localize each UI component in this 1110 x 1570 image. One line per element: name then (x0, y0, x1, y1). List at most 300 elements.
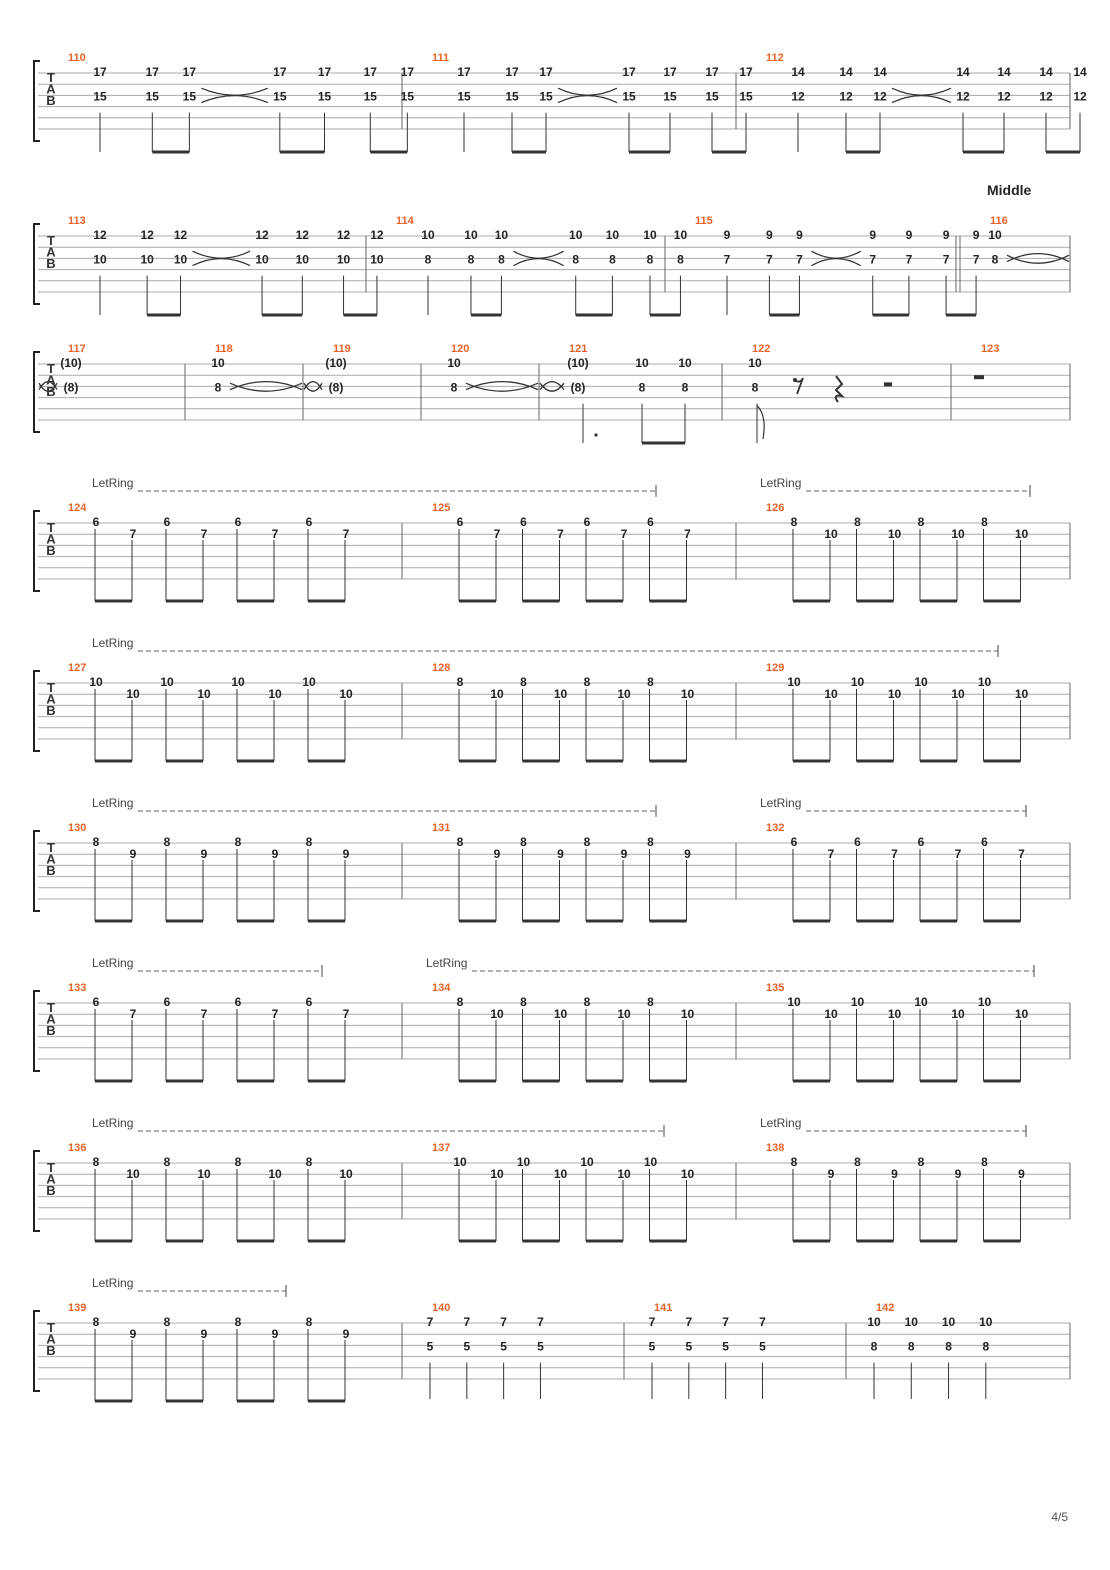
fret-number: 10 (295, 252, 309, 267)
let-ring-label: LetRing (92, 956, 134, 970)
fret-number: 10 (553, 1007, 568, 1022)
staff-system-4 (34, 476, 1070, 601)
fret-number: 8 (456, 835, 464, 849)
tie-arc (466, 383, 538, 391)
tab-clef-letter: A (46, 851, 56, 867)
fret-number: 7 (942, 252, 950, 267)
fret-number: 15 (273, 89, 287, 104)
fret-number: 7 (869, 252, 877, 267)
fret-number: 15 (317, 89, 332, 104)
tie-arc (540, 383, 564, 391)
measure-138 (791, 1155, 1026, 1241)
tab-clef-letter: B (46, 1343, 56, 1358)
fret-number: 7 (342, 1007, 350, 1022)
measure-number: 138 (766, 1142, 785, 1154)
slide-mark (201, 96, 267, 103)
tab-clef-letter: T (47, 1000, 55, 1015)
measure-139 (93, 1315, 350, 1401)
fret-number: 7 (200, 527, 208, 542)
fret-number: (10) (325, 356, 347, 370)
fret-number: 7 (537, 1315, 544, 1329)
fret-number: 17 (622, 65, 636, 79)
fret-number: 14 (1073, 65, 1087, 79)
let-ring-label: LetRing (760, 796, 802, 810)
fret-number: 10 (140, 252, 154, 267)
fret-number: 9 (869, 228, 877, 242)
fret-number: 10 (824, 687, 838, 702)
measure-number: 133 (68, 982, 87, 994)
fret-number: 7 (972, 252, 980, 267)
measure-112 (791, 65, 1087, 152)
measure-number: 127 (68, 662, 87, 674)
tab-clef-letter: T (47, 840, 55, 855)
fret-number: 8 (982, 1339, 990, 1354)
measure-132 (791, 835, 1026, 921)
fret-number: 10 (617, 1007, 631, 1022)
fret-number: 9 (723, 228, 731, 242)
fret-number: (10) (60, 356, 82, 370)
staff-system-3 (34, 343, 1070, 443)
tab-clef-letter: T (47, 70, 55, 85)
fret-number: 10 (1014, 1007, 1029, 1022)
measure-number: 124 (68, 502, 87, 514)
tab-clef-letter: A (46, 372, 56, 388)
slide-mark (558, 96, 617, 103)
fret-number: 10 (787, 995, 801, 1009)
fret-number: 8 (945, 1339, 952, 1354)
fret-number: 8 (305, 1315, 313, 1329)
fret-number: 8 (981, 1155, 988, 1169)
fret-number: 10 (680, 687, 695, 702)
fret-number: 7 (905, 252, 913, 267)
tab-clef-letter: A (46, 244, 56, 260)
fret-number: 10 (553, 1167, 568, 1182)
fret-number: 6 (456, 515, 464, 529)
fret-number: 10 (490, 1007, 504, 1022)
measure-number: 137 (432, 1142, 451, 1154)
fret-number: 17 (400, 65, 415, 79)
fret-number: 6 (583, 515, 591, 529)
fret-number: 9 (129, 847, 137, 862)
fret-number: (8) (328, 380, 344, 395)
fret-number: 10 (197, 687, 211, 702)
measure-number: 121 (569, 343, 588, 355)
fret-number: 10 (93, 252, 107, 267)
fret-number: 8 (456, 675, 464, 689)
fret-number: 10 (617, 1167, 631, 1182)
tab-clef-letter: T (47, 1320, 55, 1335)
fret-number: 10 (490, 1167, 504, 1182)
measure-127 (89, 675, 353, 761)
let-ring-label: LetRing (760, 476, 802, 490)
fret-number: 10 (516, 1155, 531, 1169)
fret-number: 14 (997, 65, 1011, 79)
fret-number: (8) (570, 380, 586, 395)
page-number: 4/5 (1051, 1510, 1068, 1524)
measure-number: 117 (68, 343, 86, 355)
fret-number: 14 (839, 65, 853, 79)
fret-number: 12 (839, 89, 853, 104)
measure-110 (93, 65, 414, 152)
fret-number: 12 (997, 89, 1011, 104)
fret-number: 8 (163, 1155, 171, 1169)
fret-number: 17 (739, 65, 753, 79)
fret-number: 15 (705, 89, 719, 104)
measure-number: 120 (451, 343, 470, 355)
fret-number: 10 (887, 1007, 902, 1022)
fret-number: 10 (617, 687, 631, 702)
measure-137 (453, 1155, 694, 1241)
fret-number: 10 (914, 995, 928, 1009)
fret-number: 8 (638, 380, 646, 395)
fret-number: 9 (972, 228, 980, 242)
slide-mark (892, 96, 951, 103)
fret-number: 17 (145, 65, 159, 79)
measure-126 (791, 515, 1029, 601)
staff-system-8 (34, 1116, 1070, 1241)
fret-number: 8 (214, 380, 222, 395)
fret-number: 12 (140, 228, 154, 242)
fret-number: 9 (271, 847, 279, 862)
let-ring-label: LetRing (92, 636, 134, 650)
measure-number: 135 (766, 982, 785, 994)
fret-number: 10 (979, 1315, 993, 1329)
fret-number: 10 (951, 687, 965, 702)
fret-number: 10 (605, 228, 620, 242)
fret-number: 5 (500, 1339, 507, 1354)
fret-number: 8 (681, 380, 689, 395)
measure-number: 114 (396, 215, 414, 227)
measure-115 (724, 228, 980, 315)
fret-number: 7 (954, 847, 962, 862)
slide-mark (892, 88, 951, 95)
fret-number: 15 (622, 89, 636, 104)
fret-number: 10 (977, 995, 992, 1009)
fret-number: 8 (854, 1155, 861, 1169)
measure-125 (457, 515, 692, 601)
fret-number: 10 (336, 252, 351, 267)
fret-number: 5 (722, 1339, 729, 1354)
fret-number: 8 (467, 252, 475, 267)
measure-number: 110 (68, 52, 86, 64)
fret-number: 12 (336, 228, 351, 242)
measure-number: 116 (990, 215, 1008, 227)
half-rest (884, 382, 892, 386)
fret-number: 8 (92, 1155, 100, 1169)
fret-number: 8 (450, 380, 458, 395)
staff-system-9 (34, 1276, 1070, 1401)
fret-number: 8 (917, 515, 925, 529)
fret-number: 17 (363, 65, 377, 79)
fret-number: 7 (722, 1315, 729, 1329)
fret-number: 9 (620, 847, 628, 862)
fret-number: 10 (126, 687, 140, 702)
fret-number: 10 (370, 252, 384, 267)
fret-number: 15 (505, 89, 519, 104)
fret-number: 7 (766, 252, 773, 267)
slide-mark (513, 251, 563, 258)
fret-number: 15 (739, 89, 753, 104)
fret-number: 9 (493, 847, 501, 862)
fret-number: 14 (873, 65, 887, 79)
staff-system-1 (34, 52, 1087, 152)
staff-system-6 (34, 796, 1070, 921)
measure-111 (457, 65, 753, 152)
measure-129 (787, 675, 1028, 761)
tab-clef-letter: T (47, 520, 55, 535)
fret-number: 8 (981, 515, 988, 529)
fret-number: 10 (339, 687, 353, 702)
fret-number: 10 (748, 356, 762, 370)
fret-number: 8 (790, 515, 798, 529)
fret-number: 7 (684, 527, 691, 542)
fret-number: 8 (163, 835, 171, 849)
fret-number: 5 (759, 1339, 766, 1354)
measure-133 (93, 995, 350, 1081)
tab-clef-letter: A (46, 1331, 56, 1347)
fret-number: 10 (824, 527, 838, 542)
fret-number: 17 (273, 65, 287, 79)
staff-system-2 (34, 182, 1070, 315)
fret-number: 10 (494, 228, 509, 242)
fret-number: 8 (991, 252, 999, 267)
tab-clef-letter: A (46, 1171, 56, 1187)
fret-number: 10 (977, 675, 992, 689)
fret-number: 10 (951, 1007, 965, 1022)
slide-mark (201, 88, 267, 95)
fret-number: 8 (583, 835, 591, 849)
fret-number: 10 (904, 1315, 918, 1329)
tab-clef-letter: B (46, 384, 56, 399)
fret-number: 10 (89, 675, 103, 689)
tie-arc (304, 383, 322, 391)
fret-number: 7 (500, 1315, 507, 1329)
fret-number: 7 (426, 1315, 434, 1329)
eighth-rest-dot (793, 378, 797, 382)
measure-135 (787, 995, 1028, 1081)
fret-number: 10 (268, 687, 282, 702)
fret-number: 8 (647, 675, 654, 689)
measure-number: 141 (654, 1302, 673, 1314)
tie-arc (540, 382, 564, 390)
measure-number: 131 (432, 822, 451, 834)
tab-clef-letter: B (46, 543, 56, 558)
fret-number: 7 (648, 1315, 656, 1329)
fret-number: 10 (447, 356, 461, 370)
fret-number: 10 (1014, 527, 1029, 542)
tie-arc (230, 383, 302, 391)
fret-number: 12 (1039, 89, 1053, 104)
tie-arc (1007, 255, 1069, 263)
fret-number: 9 (954, 1167, 962, 1182)
fret-number: 10 (914, 675, 928, 689)
fret-number: 6 (647, 515, 654, 529)
fret-number: 8 (751, 380, 759, 395)
fret-number: 15 (145, 89, 159, 104)
measure-124 (93, 515, 350, 601)
fret-number: 10 (680, 1167, 695, 1182)
measure-number: 126 (766, 502, 785, 514)
fret-number: 10 (231, 675, 245, 689)
staff-system-5 (34, 636, 1070, 761)
fret-number: 8 (234, 835, 242, 849)
tab-clef-letter: B (46, 703, 56, 718)
fret-number: 6 (790, 835, 798, 849)
fret-number: 15 (663, 89, 677, 104)
fret-number: 9 (1018, 1167, 1025, 1182)
measure-113 (93, 228, 384, 315)
fret-number: 17 (457, 65, 471, 79)
tab-clef-letter: T (47, 233, 55, 248)
fret-number: 10 (824, 1007, 838, 1022)
fret-number: 12 (370, 228, 384, 242)
fret-number: 8 (917, 1155, 925, 1169)
fret-number: 10 (787, 675, 801, 689)
fret-number: 7 (271, 1007, 279, 1022)
fret-number: 7 (493, 527, 501, 542)
fret-number: 9 (200, 847, 208, 862)
let-ring-label: LetRing (92, 1116, 134, 1130)
fret-number: 6 (163, 515, 171, 529)
fret-number: 9 (342, 847, 350, 862)
let-ring-label: LetRing (426, 956, 468, 970)
augmentation-dot (594, 433, 597, 436)
measure-134 (457, 995, 695, 1081)
measure-number: 122 (752, 343, 771, 355)
fret-number: 10 (673, 228, 688, 242)
fret-number: 9 (796, 228, 803, 242)
fret-number: 10 (887, 687, 902, 702)
staff-system-7 (34, 956, 1070, 1081)
fret-number: 17 (182, 65, 197, 79)
fret-number: 10 (850, 675, 865, 689)
fret-number: 8 (572, 252, 580, 267)
fret-number: 5 (463, 1339, 471, 1354)
fret-number: 7 (891, 847, 898, 862)
fret-number: 5 (537, 1339, 544, 1354)
fret-number: 7 (723, 252, 731, 267)
tab-clef-letter: B (46, 1183, 56, 1198)
measure-number: 125 (432, 502, 451, 514)
fret-number: 8 (609, 252, 616, 267)
tie-arc (1007, 254, 1069, 262)
fret-number: 5 (685, 1339, 693, 1354)
fret-number: 9 (942, 228, 950, 242)
fret-number: 8 (424, 252, 432, 267)
fret-number: 8 (790, 1155, 798, 1169)
fret-number: 6 (305, 515, 313, 529)
fret-number: 15 (93, 89, 107, 104)
fret-number: 6 (92, 515, 100, 529)
fret-number: 10 (988, 228, 1002, 242)
fret-number: 17 (539, 65, 553, 79)
fret-number: 5 (426, 1339, 434, 1354)
fret-number: 10 (211, 356, 225, 370)
fret-number: 17 (663, 65, 677, 79)
fret-number: 10 (643, 1155, 658, 1169)
measure-number: 128 (432, 662, 451, 674)
fret-number: 9 (684, 847, 691, 862)
fret-number: 7 (463, 1315, 471, 1329)
fret-number: 17 (93, 65, 107, 79)
fret-number: 8 (305, 1155, 313, 1169)
fret-number: 8 (234, 1315, 242, 1329)
fret-number: 7 (620, 527, 628, 542)
measure-number: 118 (215, 343, 233, 355)
fret-number: 10 (255, 252, 269, 267)
fret-number: 17 (317, 65, 332, 79)
measure-130 (93, 835, 350, 921)
fret-number: 7 (827, 847, 835, 862)
fret-number: 8 (234, 1155, 242, 1169)
fret-number: 10 (635, 356, 649, 370)
fret-number: 10 (126, 1167, 140, 1182)
fret-number: 7 (271, 527, 279, 542)
measure-number: 136 (68, 1142, 87, 1154)
fret-number: 17 (705, 65, 719, 79)
fret-number: 7 (759, 1315, 766, 1329)
fret-number: 10 (490, 687, 504, 702)
fret-number: 10 (421, 228, 435, 242)
fret-number: 8 (647, 995, 654, 1009)
fret-number: 10 (160, 675, 174, 689)
tab-clef-letter: B (46, 863, 56, 878)
fret-number: 10 (1014, 687, 1029, 702)
fret-number: 5 (648, 1339, 656, 1354)
tie-arc (230, 382, 302, 390)
tab-clef-letter: B (46, 256, 56, 271)
tab-clef-letter: A (46, 691, 56, 707)
fret-number: 14 (791, 65, 805, 79)
measure-number: 115 (695, 215, 713, 227)
fret-number: 8 (870, 1339, 878, 1354)
section-label: Middle (987, 182, 1032, 198)
measure-136 (93, 1155, 353, 1241)
fret-number: 10 (680, 1007, 695, 1022)
fret-number: 10 (850, 995, 865, 1009)
fret-number: 12 (295, 228, 309, 242)
fret-number: 8 (520, 835, 527, 849)
measure-number: 140 (432, 1302, 451, 1314)
fret-number: 12 (956, 89, 970, 104)
fret-number: 14 (956, 65, 970, 79)
fret-number: 10 (302, 675, 316, 689)
measure-131 (457, 835, 692, 921)
fret-number: 6 (92, 995, 100, 1009)
measure-number: 129 (766, 662, 785, 674)
fret-number: 15 (363, 89, 377, 104)
fret-number: 9 (827, 1167, 835, 1182)
measure-122 (748, 356, 892, 443)
fret-number: 15 (539, 89, 553, 104)
fret-number: (10) (567, 356, 589, 370)
fret-number: 6 (234, 515, 242, 529)
fret-number: 9 (200, 1327, 208, 1342)
measure-number: 111 (432, 52, 450, 64)
let-ring-label: LetRing (92, 1276, 134, 1290)
slide-mark (811, 259, 860, 266)
tab-clef-letter: T (47, 361, 55, 376)
fret-number: 10 (453, 1155, 467, 1169)
fret-number: 8 (854, 515, 861, 529)
fret-number: 9 (557, 847, 564, 862)
fret-number: 10 (887, 527, 902, 542)
fret-number: 9 (891, 1167, 898, 1182)
slide-mark (193, 251, 251, 258)
fret-number: 8 (583, 675, 591, 689)
slide-mark (513, 259, 563, 266)
tab-clef-letter: B (46, 93, 56, 108)
